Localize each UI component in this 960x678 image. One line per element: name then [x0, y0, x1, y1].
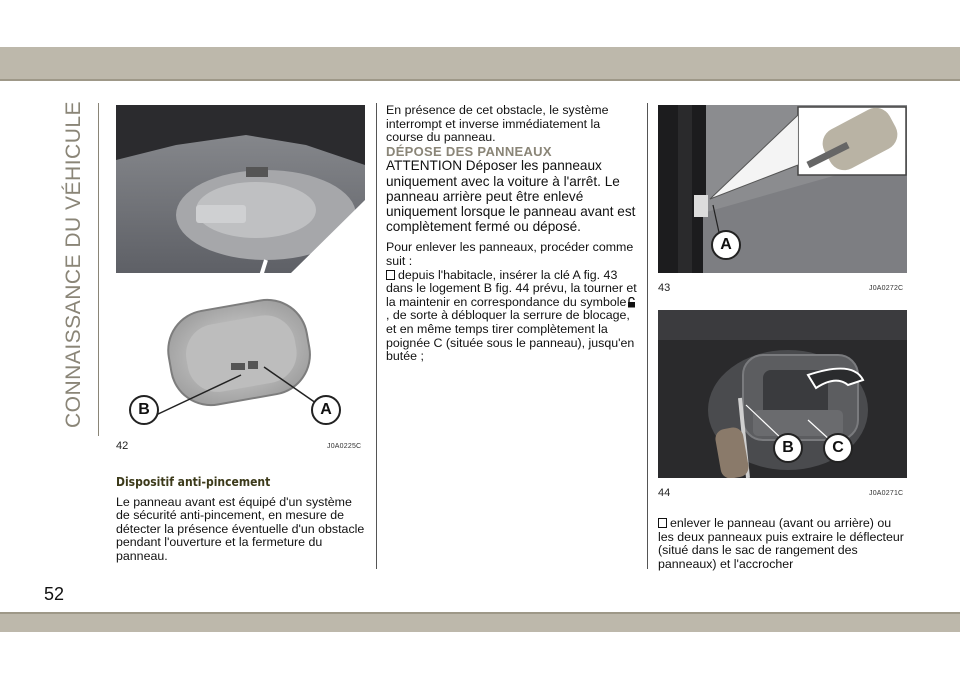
- anti-pinch-paragraph: Le panneau avant est équipé d'un système de sécurité anti-pincement, en mesure de détecter la présence éventuelle d'un obstacle pendant l'ouverture et la fermeture du panneau.: [116, 494, 365, 563]
- column-1-text: [116, 476, 366, 564]
- figure-42-callout-a: A: [320, 401, 332, 418]
- step-1-text-a: depuis l'habitacle, insérer la clé A fig. 43 dans le logement B fig. 44 prévu, la tourner et la maintenir en correspondance du symbole: [386, 267, 637, 309]
- figure-44-number: 44: [658, 487, 671, 499]
- step-1-checkbox-icon: [386, 270, 395, 280]
- column-divider-2: [647, 103, 648, 569]
- step-1: [386, 269, 638, 364]
- figure-44-code: J0A0271C: [869, 490, 904, 497]
- page-number: 52: [44, 584, 65, 604]
- figure-43-image: [658, 105, 907, 273]
- step-2-text: enlever le panneau (avant ou arrière) ou les deux panneaux puis extraire le déflecteur (situé dans le sac de rangement des panneaux) et l'accrocher: [658, 516, 904, 571]
- section-heading: DÉPOSE DES PANNEAUX: [386, 143, 552, 159]
- figure-43-callout-a: A: [720, 236, 732, 253]
- figure-43-code: J0A0272C: [869, 285, 904, 292]
- bottom-band: [0, 614, 960, 632]
- figure-42-code: J0A0225C: [327, 443, 362, 450]
- attention-paragraph: ATTENTION Déposer les panneaux uniquement avec la voiture à l'arrêt. Le panneau arrière peut être enlevé uniquement lorsque le panneau avant est complètement fermé ou déposé.: [386, 158, 636, 235]
- step-2: [658, 517, 908, 571]
- step-1-text-b: , de sorte à débloquer la serrure de blocage, et en même temps tirer complètement la poignée C (située sous le panneau), jusqu'en butée ;: [386, 308, 635, 364]
- column-divider-1: [376, 103, 377, 569]
- figure-42-image: [116, 105, 365, 435]
- subheading-anti-pinch: Dispositif anti-pincement: [116, 475, 271, 489]
- figure-43-number: 43: [658, 282, 671, 294]
- unlock-icon: [627, 297, 636, 308]
- step-2-checkbox-icon: [658, 518, 667, 528]
- figure-44-image: [658, 310, 907, 478]
- chapter-rule: [98, 103, 99, 436]
- figure-42-callout-b: B: [138, 401, 150, 418]
- figure-44-callout-b: B: [782, 439, 794, 456]
- procedure-lead: Pour enlever les panneaux, procéder comme suit :: [386, 240, 634, 268]
- figure-42-number: 42: [116, 440, 129, 452]
- column-3-text: [658, 517, 908, 571]
- column-2-text: [386, 104, 638, 364]
- chapter-title: CONNAISSANCE DU VÉHICULE: [62, 100, 85, 428]
- top-band-line: [0, 79, 960, 81]
- figure-44-callout-c: C: [832, 439, 844, 456]
- obstacle-paragraph: En présence de cet obstacle, le système interrompt et inverse immédiatement la course du panneau.: [386, 103, 609, 145]
- top-band: [0, 47, 960, 79]
